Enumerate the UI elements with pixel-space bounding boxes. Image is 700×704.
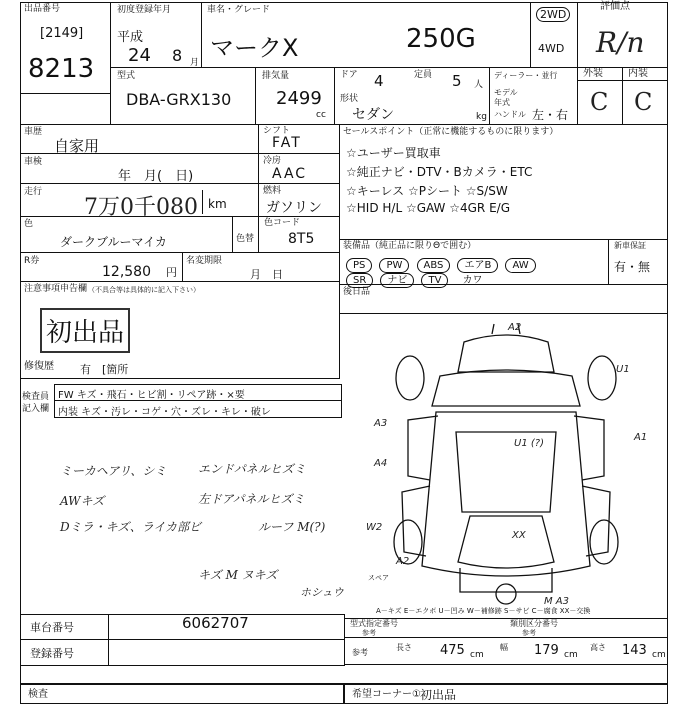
new-car-label: 新車保証 (614, 241, 646, 250)
first-listing-stamp: 初出品 (40, 308, 130, 353)
chassis: 6062707 (182, 614, 249, 632)
capacity-unit: 人 (474, 80, 484, 90)
score-value: R/n (596, 26, 645, 59)
hw-note-8: ホシュウ (300, 586, 344, 599)
selling-point-2: ☆純正ナビ・DTV・Bカメラ・ETC (346, 165, 533, 179)
dealer-label: ディーラー・並行 (494, 71, 558, 80)
body: セダン (352, 107, 395, 123)
mark-a2-top: A2 (508, 322, 522, 333)
new-car: 有・無 (614, 260, 651, 274)
hw-note-5: 左ドアパネルヒズミ (198, 492, 305, 506)
type-cert-label: 型式指定番号 (350, 619, 398, 628)
recycle-unit: 円 (166, 266, 177, 279)
detail-hline-4 (20, 252, 340, 253)
inspector-line-1: FW キズ・飛石・ヒビ割・リペア跡・×要 (58, 390, 245, 401)
color-code: 8T5 (288, 231, 315, 247)
body-label: 形状 (340, 94, 359, 104)
equip-abs: ABS (417, 258, 451, 273)
chassis-label: 車台番号 (30, 621, 74, 634)
model-code-label: 型式 (117, 71, 136, 81)
equip-navi: ナビ (380, 273, 414, 288)
inspector-line-2: 内装 キズ・汚レ・コゲ・穴・ズレ・キレ・破レ (58, 407, 271, 418)
mark-xx-rear: XX (512, 530, 526, 541)
inspect-label: 検査 (28, 689, 48, 700)
mileage-label: 走行 (24, 187, 43, 197)
model-name-label: 車名・グレード (207, 5, 271, 15)
car-damage-diagram (344, 316, 668, 610)
notes-sub-label: （不具合等は具体的に記入下さい） (88, 286, 200, 294)
selling-point-1: ☆ユーザー買取車 (346, 146, 441, 160)
score-label: 評価点 (600, 1, 630, 12)
repair: 有 [箇所 (80, 363, 129, 376)
displacement: 2499 (276, 88, 322, 109)
auction-no-label: 出品番号 (24, 4, 61, 14)
name-change-label: 名変期限 (186, 256, 223, 266)
int-grade: C (634, 88, 653, 116)
diagram-legend: A－キズ E－エクボ U－凹み W－補修跡 S－サビ C－腐食 XX－交換 (376, 607, 591, 615)
ext-int-divider (622, 67, 623, 125)
drive-2wd: 2WD (536, 7, 570, 22)
color-label: 色 (24, 219, 34, 229)
name-change: 月 日 (250, 268, 283, 281)
equipment-label: 装備品（純正品に限りΘで囲む） (343, 241, 477, 251)
recycle: 12,580 (102, 264, 151, 280)
ac-label: 冷房 (263, 156, 282, 166)
usage-label: 車歴 (24, 127, 43, 137)
height-unit: cm (652, 650, 666, 660)
width-unit: cm (564, 650, 578, 660)
selling-points-label: セールスポイント（正常に機能するものに限ります） (343, 127, 559, 137)
mark-u1-right: U1 (616, 364, 630, 375)
reg-no-label: 登録番号 (30, 647, 74, 660)
height-label: 高さ (590, 643, 606, 652)
equip-sr: SR (346, 273, 373, 288)
fuel-label: 燃料 (263, 186, 282, 196)
hw-note-2: AWキズ (60, 494, 105, 508)
capacity-label: 定員 (414, 70, 433, 80)
shift: FAT (272, 135, 302, 151)
height: 143 (622, 643, 647, 658)
after-sales-label: 後日品 (343, 287, 371, 297)
color: ダークブルーマイカ (60, 235, 167, 249)
selling-point-3: ☆キーレス ☆Pシート ☆S/SW (346, 184, 508, 198)
hw-note-1: ミーカヘアリ、シミ (60, 464, 167, 478)
equip-ps: PS (346, 258, 372, 273)
first-reg-label: 初度登録年月 (117, 5, 172, 15)
mark-a3-left: A3 (374, 418, 388, 429)
auction-no-bracket: [2149] (40, 26, 84, 41)
equip-airbag: エアB (457, 258, 498, 273)
width: 179 (534, 643, 559, 658)
length-label: 長さ (396, 643, 412, 652)
model-code: DBA-GRX130 (126, 90, 232, 109)
color-code-label: 色コード (264, 218, 301, 228)
length-unit: cm (470, 650, 484, 660)
width-label: 幅 (500, 643, 508, 652)
equip-tv: TV (421, 273, 448, 288)
length: 475 (440, 643, 465, 658)
type-cert-ref: 参考 (362, 629, 376, 637)
mark-a4-left: A4 (374, 458, 388, 469)
auction-no: 8213 (28, 54, 95, 84)
usage: 自家用 (54, 137, 100, 155)
ext-label: 外装 (583, 68, 603, 79)
after-sales-cell (339, 284, 668, 314)
hw-note-6: ルーフ M(?) (258, 520, 326, 534)
doors-label: ドア (340, 70, 358, 80)
color-swap-label: 色替 (236, 234, 255, 244)
mark-a1-right: A1 (634, 432, 648, 443)
hope: 初出品 (420, 688, 457, 702)
mark-w2-left: W2 (366, 522, 383, 533)
name-change-divider (182, 252, 183, 282)
selling-point-4: ☆HID H/L ☆GAW ☆4GR E/G (346, 201, 510, 215)
equip-pw: PW (379, 258, 409, 273)
fuel: ガソリン (266, 200, 322, 216)
kg-unit: kg (476, 112, 487, 122)
category-label: 類別区分番号 (510, 619, 558, 628)
drive-4wd: 4WD (538, 42, 565, 55)
reg-year: 24 (128, 45, 151, 66)
doors: 4 (374, 72, 384, 90)
era: 平成 (117, 30, 144, 45)
spare-label: スペア (368, 574, 389, 582)
car-name: マークX (210, 34, 299, 62)
handle: 左・右 (532, 108, 569, 122)
mileage-unit: km (208, 197, 227, 211)
repair-label: 修復歴 (24, 361, 54, 372)
grade: 250G (406, 24, 476, 54)
mileage: 7万0千080 (84, 195, 198, 220)
inspection: 年 月( 日) (118, 169, 194, 184)
shift-label: シフト (263, 126, 291, 136)
displacement-label: 排気量 (262, 71, 290, 81)
hope-label: 希望コーナー① (352, 689, 421, 700)
ext-grade: C (590, 88, 609, 116)
hw-note-4: エンドパネルヒズミ (198, 462, 306, 476)
notes-label: 注意事項申告欄 (24, 284, 88, 294)
category-ref: 参考 (522, 629, 536, 637)
mileage-unit-divider (202, 190, 203, 214)
month-unit: 月 (190, 58, 200, 68)
reg-month: 8 (172, 46, 183, 65)
inspection-label: 車検 (24, 157, 43, 167)
equip-leather: カワ (462, 275, 483, 286)
mark-u1-center: U1 (?) (514, 438, 544, 449)
color-code-divider (232, 216, 233, 252)
mark-a2-rear: A2 (396, 556, 410, 567)
hw-note-3: Dミラ・キズ、ライカ部ビ (60, 520, 202, 534)
recycle-label: R券 (24, 256, 40, 266)
handle-label: ハンドル (494, 110, 526, 119)
int-label: 内装 (628, 68, 648, 79)
ext-int-hline (577, 80, 668, 81)
hw-note-7: キズ M ヌキズ (198, 568, 278, 582)
dims-ref-label: 参考 (352, 648, 368, 657)
model-year-label: モデル年式 (494, 88, 518, 107)
equip-aw: AW (505, 258, 535, 273)
mark-m-a3-bottom: M A3 (544, 596, 570, 607)
displacement-unit: cc (316, 110, 326, 120)
inspect-cell (20, 684, 344, 704)
inspector-label: 検査員記入欄 (22, 392, 50, 414)
capacity: 5 (452, 72, 462, 90)
detail-vline (258, 124, 259, 252)
ac: AAC (272, 166, 308, 182)
